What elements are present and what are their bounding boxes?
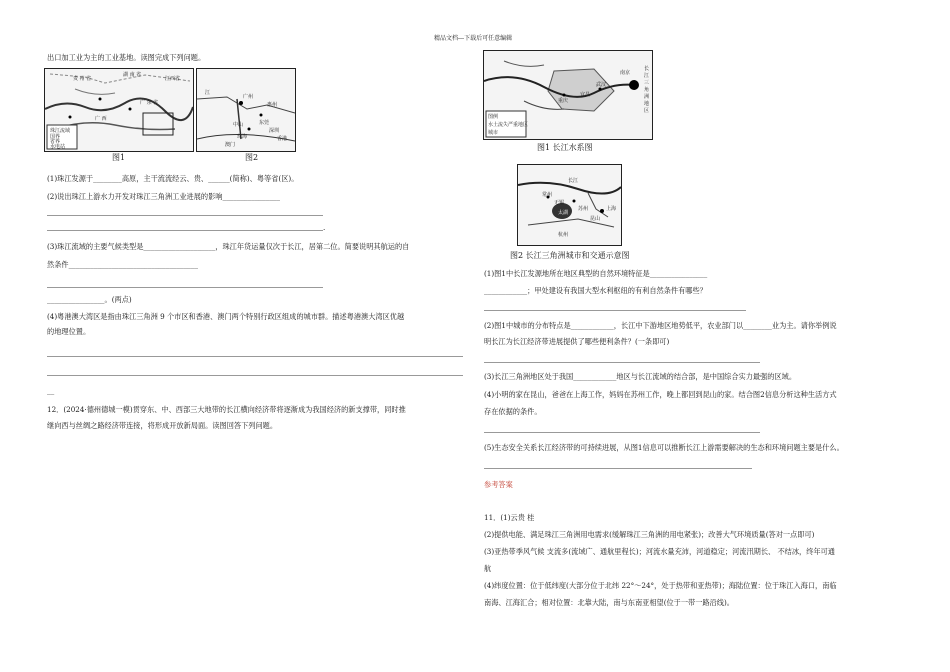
right-q1a: (1)图1中长江发源地所在地区典型的自然环境特征是________________ — [484, 269, 708, 278]
label-hongkong: 香港 — [277, 136, 288, 142]
label-guizhou: 贵 州 省 — [73, 76, 92, 82]
answer-line — [47, 287, 323, 288]
answer-title: 参考答案 — [484, 480, 513, 489]
right-q5: (5)生态安全关系长江经济带的可持续进展，从图1信息可以推断长江上游需要解决的生态和环境问题主要是什么。 — [484, 443, 844, 452]
answer-11-4: (4)纬度位置：位于低纬度(大部分位于北纬 22°～24°，处于热带和亚热带)；海陆位置：位于珠江入海口，南临 — [484, 581, 837, 590]
answer-11-3: (3)亚热带季风气候 支流多(流域广、通航里程长)；河流水量充沛，河道稳定；河流汛期长、 不结冰，终年可通 — [484, 547, 835, 556]
label-zhongshan: 中山 — [233, 122, 244, 128]
legend-erosion: 水土流失严重地区 — [488, 122, 529, 128]
label-changjiang: 长江 — [568, 178, 579, 184]
label-guangzhou: 广州 — [243, 94, 254, 100]
label-guangdong: 广 东 省 — [140, 100, 159, 106]
label-yangtze-delta: 长江三角洲地区 — [644, 66, 650, 114]
label-zhuhai: 珠海 — [237, 134, 248, 140]
yangtze-river-system-map — [483, 50, 653, 140]
right-fig2-caption: 图2 长江三角洲城市和交通示意图 — [510, 251, 630, 260]
label-guangxi: 广 西 — [95, 116, 107, 122]
legend-title: 图例 — [488, 114, 499, 120]
label-kunshan: 昆山 — [590, 216, 601, 222]
legend-basin: 珠江流域 — [50, 128, 71, 134]
left-fig2-caption: 图2 — [245, 153, 259, 162]
left-q3c: ________________。(两点) — [47, 295, 132, 304]
answer-line — [47, 375, 463, 376]
answer-11-2: (2)提供电能、满足珠江三角洲用电需求(缓解珠江三角洲的用电紧张)；改善大气环境质量(答对一点即可) — [484, 530, 815, 539]
left-q2-end: . — [323, 223, 326, 232]
label-wuxi: 无锡 — [554, 200, 565, 206]
legend-province: 省界 — [50, 139, 61, 145]
left-q4b: 的地理位置。 — [47, 327, 91, 336]
answer-line — [484, 468, 752, 469]
left-q2: (2)说出珠江上游水力开发对珠江三角洲工业进展的影响________________ — [47, 192, 280, 201]
label-hangzhou: 杭州 — [558, 232, 569, 238]
right-fig1-caption: 图1 长江水系图 — [537, 143, 593, 152]
label-shenzhen: 深圳 — [269, 128, 280, 134]
legend-hydro: 水电站 — [50, 144, 66, 150]
left-q12a: 12．(2024·德州德城一模)贯穿东、中、西部三大地带的长江横向经济带将逐渐成为我国经济的新支撑带，同时推 — [47, 405, 406, 414]
answer-11-4b: 南海、江海汇合；相对位置：北靠大陆，南与东南亚相望(位于一带一路沿线)。 — [484, 598, 734, 607]
right-q4b: 存在依据的条件。 — [484, 407, 542, 416]
right-q2b: 明长江为长江经济带进展提供了哪些便利条件？(一条即可) — [484, 337, 670, 346]
answer-line — [47, 230, 323, 231]
left-q12b: 继向西与丝绸之路经济带连接，将形成开放新局面。读图回答下列问题。 — [47, 421, 278, 430]
label-chongqing: 重庆 — [558, 98, 569, 104]
answer-line — [47, 356, 463, 357]
label-suzhou: 苏州 — [578, 206, 589, 212]
label-nanjing: 南京 — [620, 70, 631, 76]
left-fig1-caption: 图1 — [112, 153, 126, 162]
answer-line — [47, 215, 323, 216]
label-changzhou: 常州 — [542, 192, 553, 198]
left-q1: (1)珠江发源于________高原，主干流流经云、贵、______(简称)、粤等省(区)。 — [47, 174, 299, 183]
legend-border: 国界 — [50, 134, 61, 140]
label-dongguan: 东莞 — [259, 120, 270, 126]
answer-11-1: 11．(1)云贵 桂 — [484, 513, 535, 522]
yangtze-delta-map — [517, 164, 622, 246]
left-q4-end: __ — [47, 386, 55, 395]
pearl-river-basin-map — [44, 68, 194, 152]
label-macau: 澳门 — [225, 142, 236, 148]
left-q3b: 然条件____________________________________ — [47, 260, 198, 269]
label-taihu: 太湖 — [558, 210, 569, 216]
right-q1b: ____________；甲处建设有我国大型水利枢纽的有利自然条件有哪些？ — [484, 286, 707, 295]
page-header: 精品文档---下载后可任意编辑 — [434, 35, 513, 42]
right-q4a: (4)小明的家在昆山，爸爸在上海工作，妈妈在苏州工作，晚上都回到昆山的家。结合图2信息分析这种生活方式 — [484, 390, 837, 399]
label-jiang: 江 — [205, 90, 211, 96]
pearl-river-delta-map — [196, 68, 296, 152]
answer-11-3b: 航 — [484, 564, 492, 573]
answer-line — [484, 362, 760, 363]
intro-text: 出口加工业为主的工业基地。读图完成下列问题。 — [47, 53, 206, 62]
left-q3a: (3)珠江流域的主要气候类型是____________________，珠江年货运量仅次于长江，居第二位。简要说明其航运的自 — [47, 242, 410, 251]
left-q4a: (4)粤港澳大湾区是指由珠江三角洲 9 个市区和香港、澳门两个特别行政区组成的城市群。描述粤港澳大湾区优越 — [47, 312, 405, 321]
answer-line — [484, 432, 760, 433]
label-yichang: 宜昌 — [580, 92, 591, 98]
label-wuhan: 武汉 — [596, 82, 607, 88]
label-shanghai: 上海 — [606, 206, 617, 212]
right-q2a: (2)图1中城市的分布特点是____________，长江中下游地区地势低平，农业部门以________业为主。请你举例说 — [484, 321, 837, 330]
label-hunan: 湖 南 省 — [123, 72, 142, 78]
label-huizhou: 惠州 — [267, 102, 278, 108]
right-q3: (3)长江三角洲地区处于我国____________地区与长江流域的结合部，是中国综合实力最强的区域。 — [484, 372, 797, 381]
label-jiangxi: 江西省 — [165, 76, 181, 82]
legend-city: 城市 — [488, 130, 499, 136]
answer-line — [484, 310, 746, 311]
